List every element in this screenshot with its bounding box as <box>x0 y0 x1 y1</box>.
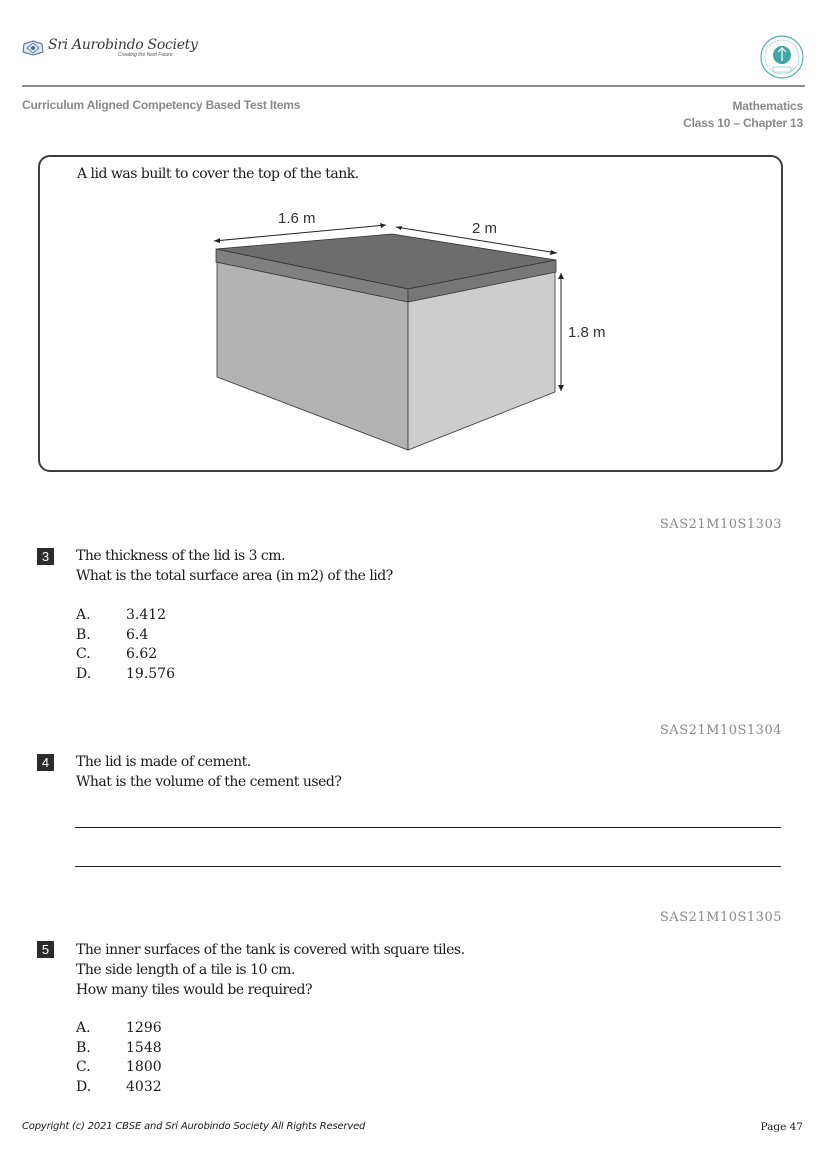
question-line: The side length of a tile is 10 cm. <box>76 962 295 978</box>
header-divider <box>22 85 805 87</box>
width-label: 1.6 m <box>278 210 316 227</box>
option-letter: B. <box>76 1039 91 1056</box>
option-letter: C. <box>76 1059 91 1075</box>
page-number: Page 47 <box>760 1121 803 1133</box>
option-value: 6.4 <box>126 626 149 643</box>
option-value: 4032 <box>126 1078 162 1095</box>
option-letter: A. <box>76 607 91 623</box>
option-letter: C. <box>76 646 91 662</box>
question-line: The inner surfaces of the tank is covered with square tiles. <box>76 942 465 958</box>
question-text <box>76 940 465 1000</box>
class-chapter: Class 10 – Chapter 13 <box>683 116 803 130</box>
question-line: How many tiles would be required? <box>76 982 312 998</box>
sri-aurobindo-society-logo <box>22 38 198 58</box>
question-line: What is the volume of the cement used? <box>76 774 342 790</box>
option-c[interactable] <box>76 1058 162 1078</box>
option-letter: D. <box>76 1078 92 1095</box>
option-letter: D. <box>76 665 92 682</box>
society-emblem-icon <box>22 40 44 56</box>
subject-name: Mathematics <box>732 99 803 113</box>
cbse-seal-icon <box>759 34 805 80</box>
option-c[interactable] <box>76 645 175 665</box>
item-code: SAS21M10S1305 <box>659 910 782 925</box>
item-code: SAS21M10S1303 <box>659 517 782 532</box>
length-label: 2 m <box>472 220 498 237</box>
logo-name: Sri Aurobindo Society <box>48 37 198 53</box>
option-a[interactable] <box>76 606 175 626</box>
option-value: 19.576 <box>126 665 175 682</box>
option-letter: A. <box>76 1020 91 1036</box>
option-value: 1548 <box>126 1039 162 1056</box>
question-number-badge: 3 <box>37 548 54 565</box>
height-label: 1.8 m <box>568 324 606 341</box>
item-code: SAS21M10S1304 <box>659 723 782 738</box>
question-number-badge: 4 <box>37 754 54 771</box>
question-line: What is the total surface area (in m2) of the lid? <box>76 568 393 584</box>
option-b[interactable] <box>76 626 175 646</box>
answer-writing-line[interactable] <box>75 866 781 867</box>
copyright-notice: Copyright (c) 2021 CBSE and Sri Aurobindo Society All Rights Reserved <box>22 1121 366 1132</box>
subject-info <box>683 98 803 132</box>
option-b[interactable] <box>76 1039 162 1059</box>
option-a[interactable] <box>76 1019 162 1039</box>
document-series-title: Curriculum Aligned Competency Based Test Items <box>22 98 301 112</box>
question-line: The lid is made of cement. <box>76 754 251 770</box>
question-line: The thickness of the lid is 3 cm. <box>76 548 285 564</box>
option-d[interactable] <box>76 1078 162 1098</box>
option-d[interactable] <box>76 665 175 685</box>
question-text <box>76 546 393 586</box>
question-number-badge: 5 <box>37 941 54 958</box>
answer-writing-line[interactable] <box>75 827 781 828</box>
option-value: 6.62 <box>126 646 158 662</box>
question-text <box>76 752 341 792</box>
option-value: 1296 <box>126 1020 162 1036</box>
option-value: 3.412 <box>126 607 167 623</box>
answer-options <box>76 606 175 684</box>
answer-options <box>76 1019 162 1097</box>
option-value: 1800 <box>126 1059 162 1075</box>
logo-tagline: Creating the Next Future <box>118 52 173 58</box>
option-letter: B. <box>76 626 91 643</box>
stimulus-text: A lid was built to cover the top of the tank. <box>77 166 359 182</box>
tank-with-lid-figure <box>200 192 620 467</box>
